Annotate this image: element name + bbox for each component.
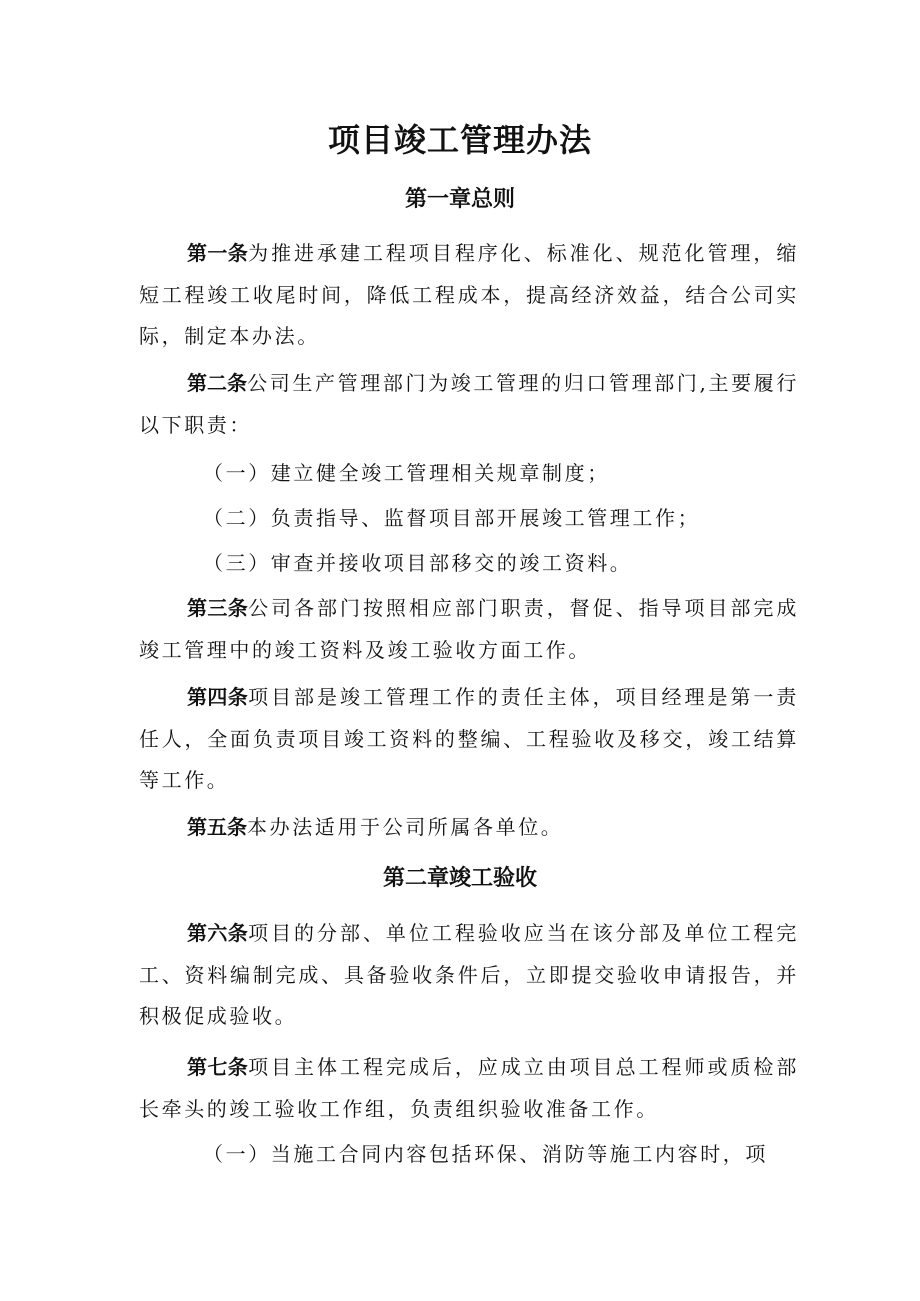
article-2 (139, 363, 799, 446)
article-7-label: 第七条 (187, 1055, 249, 1079)
article-2-text: 公司生产管理部门为竣工管理的归口管理部门,主要履行以下职责： (139, 371, 800, 437)
article-6-label: 第六条 (187, 921, 249, 945)
article-1-text: 为推进承建工程项目程序化、标准化、规范化管理，缩短工程竣工收尾时间，降低工程成本，提高经济效益，结合公司实际，制定本办法。 (139, 241, 799, 348)
article-7 (139, 1047, 799, 1130)
article-2-label: 第二条 (187, 371, 248, 395)
article-3-text: 公司各部门按照相应部门职责，督促、指导项目部完成竣工管理中的竣工资料及竣工验收方面工作。 (139, 596, 799, 662)
article-1-label: 第一条 (187, 241, 249, 265)
document-title: 项目竣工管理办法 (327, 121, 592, 159)
article-4-label: 第四条 (187, 685, 249, 709)
article-3 (139, 588, 799, 671)
article-5-label: 第五条 (187, 815, 247, 839)
chapter-1-heading: 第一章总则 (404, 187, 515, 212)
article-1 (139, 233, 799, 358)
chapter-2-heading: 第二章竣工验收 (382, 866, 537, 891)
article-4 (139, 677, 799, 802)
article-7-item-1: （一）当施工合同内容包括环保、消防等施工内容时，项 (203, 1142, 768, 1166)
article-2-item-1: （一）建立健全竣工管理相关规章制度； (203, 461, 610, 485)
article-5-text: 本办法适用于公司所属各单位。 (247, 815, 564, 839)
article-5 (139, 807, 799, 849)
article-6-text: 项目的分部、单位工程验收应当在该分部及单位工程完工、资料编制完成、具备验收条件后，立即提交验收申请报告，并积极促成验收。 (139, 921, 799, 1028)
article-2-item-2: （二）负责指导、监督项目部开展竣工管理工作； (203, 506, 701, 530)
article-3-label: 第三条 (187, 596, 249, 620)
article-6 (139, 913, 799, 1038)
article-4-text: 项目部是竣工管理工作的责任主体，项目经理是第一责任人，全面负责项目竣工资料的整编、工程验收及移交，竣工结算等工作。 (139, 685, 799, 792)
article-7-text: 项目主体工程完成后，应成立由项目总工程师或质检部长牵头的竣工验收工作组，负责组织验收准备工作。 (139, 1055, 799, 1121)
article-2-item-3: （三）审查并接收项目部移交的竣工资料。 (203, 551, 633, 575)
